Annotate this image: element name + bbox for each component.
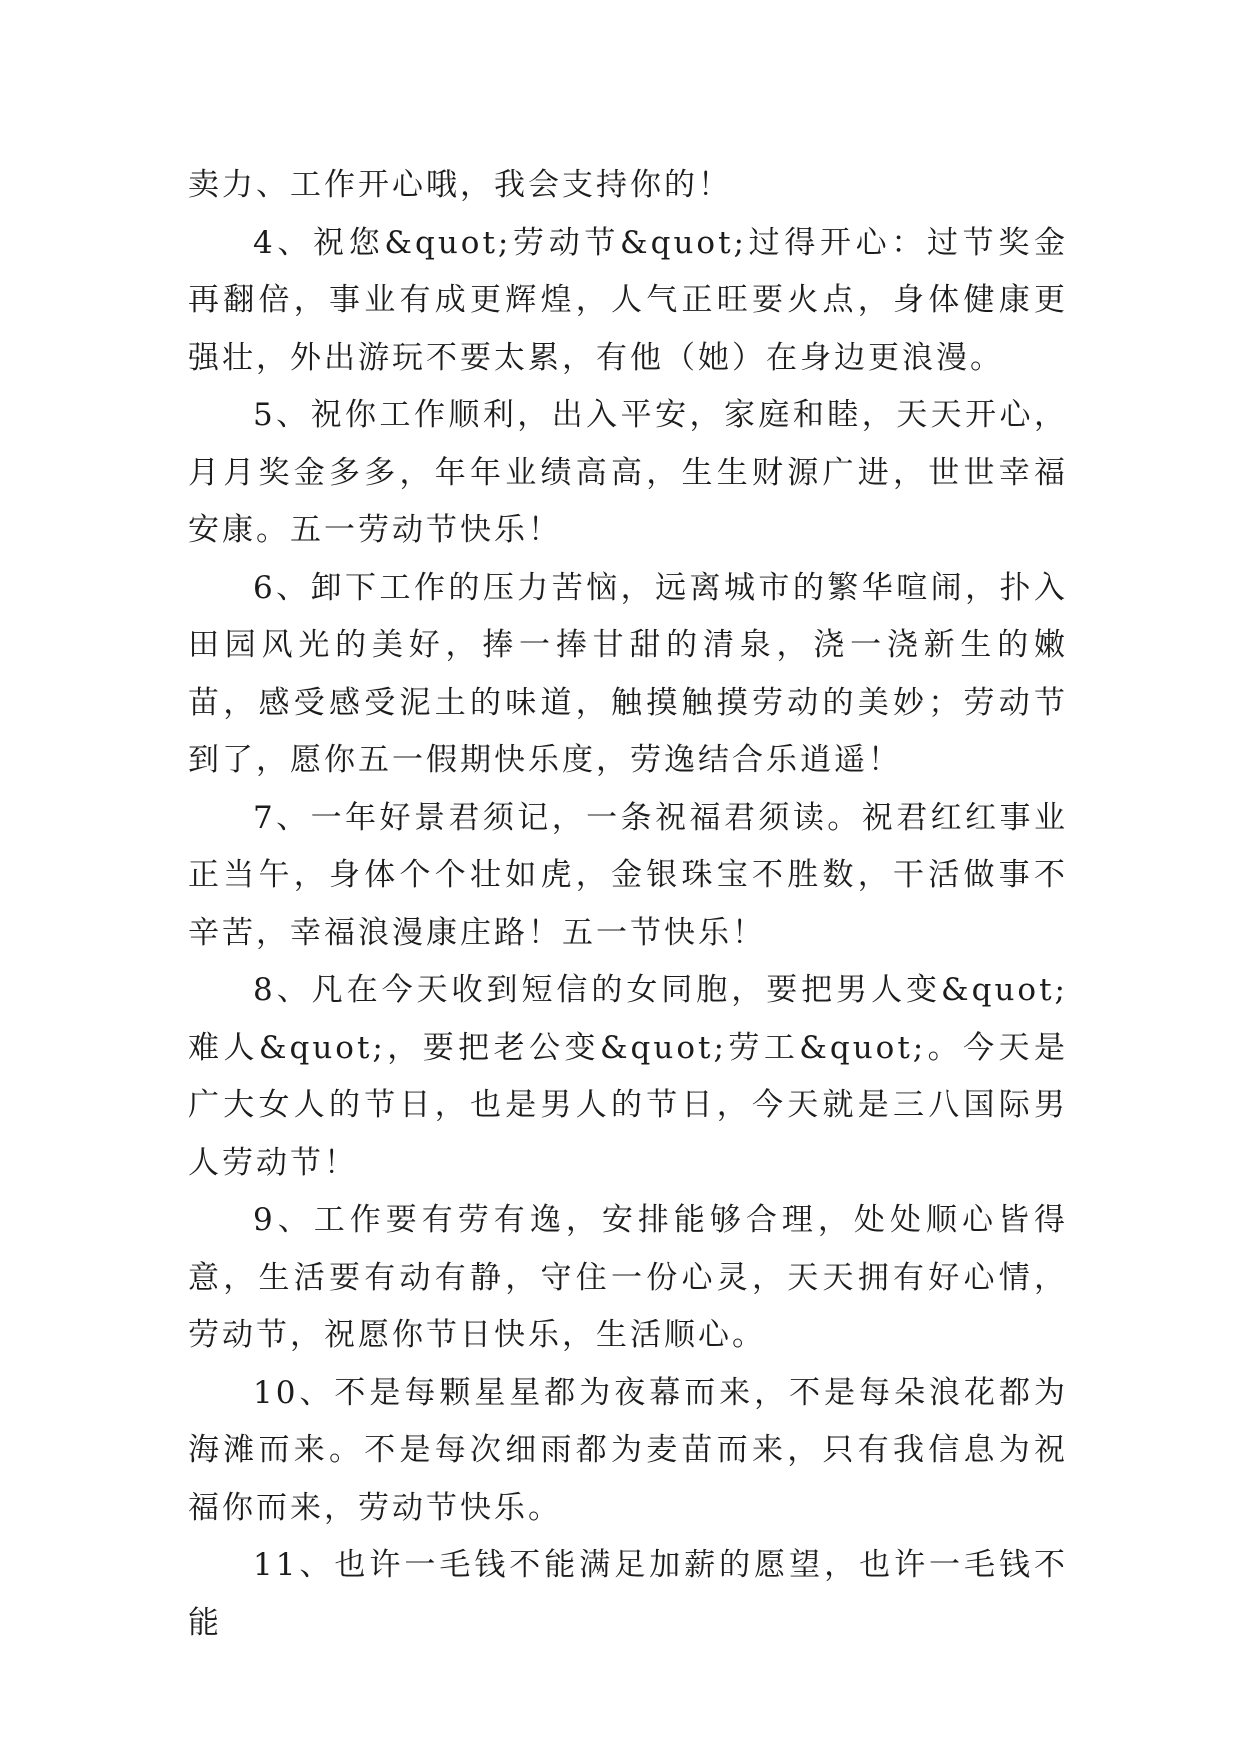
- paragraph-item-8: 8、凡在今天收到短信的女同胞，要把男人变&quot;难人&quot;，要把老公变&quot;劳工&quot;。今天是广大女人的节日，也是男人的节日，今天就是三八国际男人劳动节！: [188, 972, 1068, 1181]
- paragraph-item-5: 5、祝你工作顺利，出入平安，家庭和睦，天天开心，月月奖金多多，年年业绩高高，生生财源广进，世世幸福安康。五一劳动节快乐！: [188, 397, 1068, 548]
- paragraph-item-10: 10、不是每颗星星都为夜幕而来，不是每朵浪花都为海滩而来。不是每次细雨都为麦苗而来，只有我信息为祝福你而来，劳动节快乐。: [188, 1374, 1068, 1526]
- paragraph-item-11: 11、也许一毛钱不能满足加薪的愿望，也许一毛钱不能: [188, 1547, 1068, 1641]
- paragraph-item-4: 4、祝您&quot;劳动节&quot;过得开心：过节奖金再翻倍，事业有成更辉煌，人气正旺要火点，身体健康更强壮，外出游玩不要太累，有他（她）在身边更浪漫。: [188, 224, 1068, 376]
- paragraph-item-7: 7、一年好景君须记，一条祝福君须读。祝君红红事业正当午，身体个个壮如虎，金银珠宝不胜数，干活做事不辛苦，幸福浪漫康庄路！五一节快乐！: [188, 799, 1068, 951]
- paragraph-item-6: 6、卸下工作的压力苦恼，远离城市的繁华喧闹，扑入田园风光的美好，捧一捧甘甜的清泉，浇一浇新生的嫩苗，感受感受泥土的味道，触摸触摸劳动的美妙；劳动节到了，愿你五一假期快乐度，劳逸结合乐逍遥！: [188, 569, 1068, 778]
- paragraph-continuation: 卖力、工作开心哦，我会支持你的！: [188, 167, 732, 203]
- paragraph-item-9: 9、工作要有劳有逸，安排能够合理，处处顺心皆得意，生活要有动有静，守住一份心灵，天天拥有好心情，劳动节，祝愿你节日快乐，生活顺心。: [188, 1202, 1068, 1353]
- document-body: [188, 157, 1068, 1652]
